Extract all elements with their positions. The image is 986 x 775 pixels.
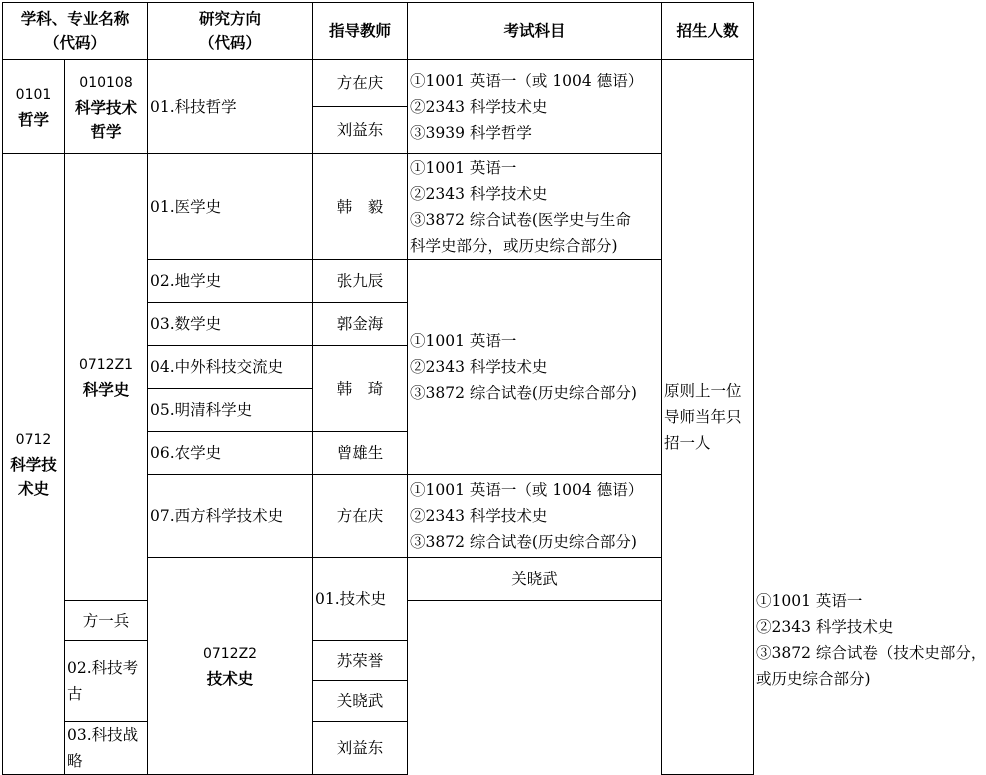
discipline-name-line1: 科学技 [10, 455, 57, 474]
table-row: 0712Z2 技术史 01.技术史 关晓武 ①1001 英语一 ②2343 科学技术史 ③3872 综合试卷（技术史部分， 或历史综合部分) [3, 558, 754, 601]
quota-line: 招一人 [664, 434, 711, 452]
major-name-line1: 科学技术 [75, 97, 138, 117]
direction-cell: 02.地学史 [148, 260, 313, 303]
advisor-cell: 郭金海 [313, 303, 408, 346]
advisor-cell: 曾雄生 [313, 432, 408, 475]
advisor-cell: 苏荣誉 [313, 641, 408, 681]
exam-line: ②2343 科学技术史 [410, 358, 548, 376]
exam-cell-1 [408, 60, 662, 154]
advisor-cell: 韩 毅 [313, 154, 408, 260]
advisor-cell: 方在庆 [313, 60, 408, 107]
discipline-philosophy [3, 60, 65, 154]
header-discipline [3, 3, 148, 60]
major-code: 0712Z1 [78, 357, 134, 373]
exam-cell-2 [408, 154, 662, 260]
exam-cell-4 [408, 475, 662, 558]
header-discipline-line1: 学科、专业名称 [20, 9, 130, 28]
exam-line: ②2343 科学技术史 [410, 507, 548, 525]
major-history-of-science [65, 154, 148, 601]
advisor-cell: 关晓武 [408, 558, 662, 601]
discipline-code: 0101 [15, 86, 52, 103]
table-row [3, 154, 754, 260]
header-direction-line2: （代码） [199, 33, 262, 52]
major-name-line2: 哲学 [90, 121, 122, 141]
advisor-cell: 关晓武 [313, 681, 408, 722]
header-direction [148, 3, 313, 60]
admissions-table [2, 2, 986, 775]
table-row [3, 722, 754, 775]
discipline-name: 哲学 [17, 109, 49, 129]
major-code: 0712Z2 [202, 646, 258, 662]
exam-line: ①1001 英语一（或 1004 德语） [410, 481, 644, 499]
header-discipline-line2: （代码） [44, 33, 107, 52]
direction-cell: 01.技术史 [313, 558, 408, 641]
exam-line: ①1001 英语一 [410, 158, 517, 177]
exam-line: ②2343 科学技术史 [410, 97, 548, 116]
header-direction-line1: 研究方向 [199, 9, 262, 28]
advisor-cell: 张九辰 [313, 260, 408, 303]
advisor-cell: 方在庆 [313, 475, 408, 558]
table-row [3, 641, 754, 681]
header-exam: 考试科目 [408, 3, 662, 60]
major-name: 科学史 [82, 380, 130, 399]
advisor-cell: 刘益东 [313, 722, 408, 775]
discipline-name-line2: 术史 [17, 479, 49, 498]
quota-cell [662, 60, 754, 775]
direction-cell: 04.中外科技交流史 [148, 346, 313, 389]
exam-line: ①1001 英语一 [410, 332, 517, 350]
exam-cell-3 [408, 260, 662, 475]
major-philosophy-of-st [65, 60, 148, 154]
direction-cell: 07.西方科学技术史 [148, 475, 313, 558]
direction-cell: 03.数学史 [148, 303, 313, 346]
major-name: 技术史 [206, 669, 254, 688]
table-row [3, 60, 754, 107]
direction-cell: 02.科技考古 [65, 641, 148, 722]
direction-cell: 05.明清科学史 [148, 389, 313, 432]
advisor-cell: 刘益东 [313, 107, 408, 154]
quota-line: 原则上一位 [664, 382, 742, 400]
header-quota: 招生人数 [662, 3, 754, 60]
direction-cell: 01.医学史 [148, 154, 313, 260]
exam-line: ③3939 科学哲学 [410, 123, 532, 142]
advisor-cell: 韩 琦 [313, 346, 408, 432]
discipline-code: 0712 [15, 432, 52, 448]
major-history-of-technology [148, 558, 313, 775]
major-code: 010108 [79, 74, 133, 91]
direction-cell: 03.科技战略 [65, 722, 148, 775]
exam-line: ③3872 综合试卷(历史综合部分) [410, 533, 637, 551]
exam-line: ③3872 综合试卷(历史综合部分) [410, 384, 637, 402]
header-advisor: 指导教师 [313, 3, 408, 60]
direction-cell: 06.农学史 [148, 432, 313, 475]
advisor-cell: 方一兵 [65, 601, 148, 641]
header-row [3, 3, 754, 60]
exam-line: ①1001 英语一（或 1004 德语） [410, 71, 644, 90]
discipline-history-st [3, 154, 65, 775]
quota-line: 导师当年只 [664, 408, 742, 426]
exam-line: ②2343 科学技术史 [410, 184, 548, 203]
exam-line: 科学史部分，或历史综合部分) [410, 236, 618, 255]
exam-line: ③3872 综合试卷(医学史与生命 [410, 210, 631, 229]
direction-cell: 01.科技哲学 [148, 60, 313, 154]
